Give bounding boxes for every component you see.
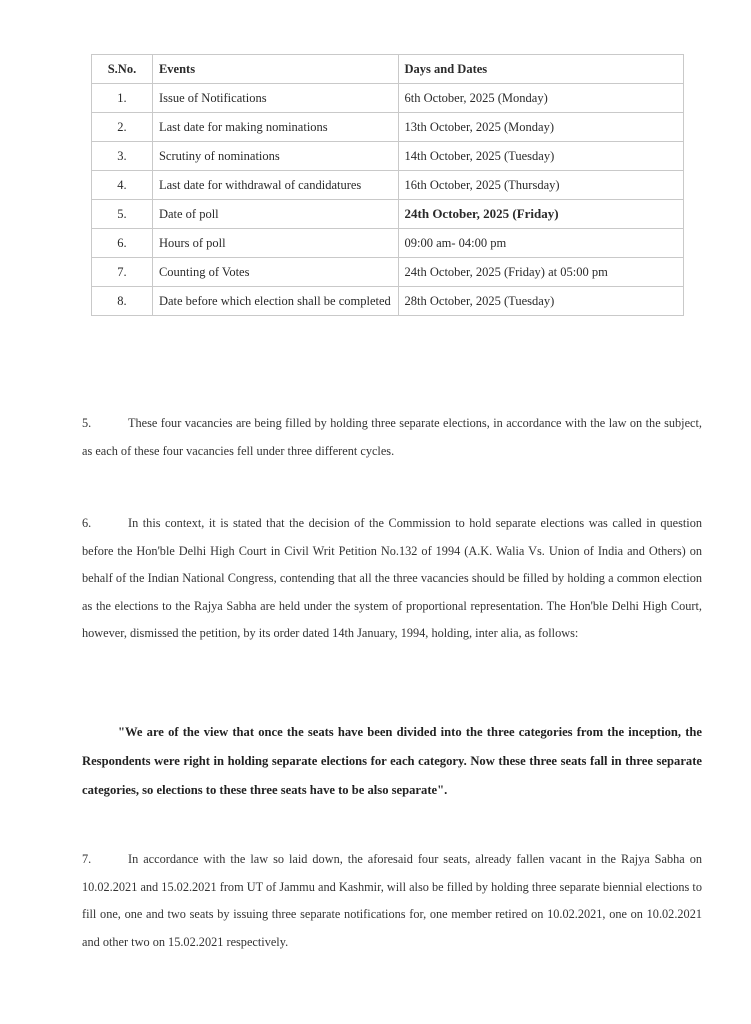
row-event: Hours of poll [152,229,398,258]
row-event: Date of poll [152,200,398,229]
row-sno: 1. [92,84,153,113]
paragraph-number: 7. [82,852,92,866]
row-sno: 6. [92,229,153,258]
row-event: Counting of Votes [152,258,398,287]
row-date: 16th October, 2025 (Thursday) [398,171,683,200]
row-date: 14th October, 2025 (Tuesday) [398,142,683,171]
table-row [92,84,684,113]
row-event: Issue of Notifications [152,84,398,113]
header-sno: S.No. [92,55,153,84]
election-schedule-table [91,54,684,316]
table-row [92,287,684,316]
quote-text: "We are of the view that once the seats have been divided into the three categories from the inception, the Respondents were right in holding separate elections for each category. Now these three seats fall in three separate categories, so elections to these three seats have to be also separate". [82,725,702,797]
row-sno: 2. [92,113,153,142]
row-event: Last date for withdrawal of candidatures [152,171,398,200]
table-row [92,200,684,229]
paragraph-text: In this context, it is stated that the decision of the Commission to hold separate elections was called in question before the Hon'ble Delhi High Court in Civil Writ Petition No.132 of 1994 (A.K. Walia Vs. Union of India and Others) on behalf of the Indian National Congress, contending that all the three vacancies should be filled by holding a common election as the elections to the Rajya Sabha are held under the system of proportional representation. The Hon'ble Delhi High Court, however, dismissed the petition, by its order dated 14th January, 1994, holding, inter alia, as follows: [82,516,702,640]
row-date: 24th October, 2025 (Friday) at 05:00 pm [398,258,683,287]
paragraph-5 [82,410,702,465]
table-row [92,142,684,171]
header-dates: Days and Dates [398,55,683,84]
table-row [92,258,684,287]
table-row [92,171,684,200]
row-event: Date before which election shall be completed [152,287,398,316]
paragraph-text: These four vacancies are being filled by holding three separate elections, in accordance with the law on the subject, as each of these four vacancies fell under three different cycles. [82,416,702,458]
row-sno: 5. [92,200,153,229]
row-event: Last date for making nominations [152,113,398,142]
table-row [92,113,684,142]
row-date: 6th October, 2025 (Monday) [398,84,683,113]
row-date: 24th October, 2025 (Friday) [398,200,683,229]
paragraph-text: In accordance with the law so laid down, the aforesaid four seats, already fallen vacant in the Rajya Sabha on 10.02.2021 and 15.02.2021 from UT of Jammu and Kashmir, will also be filled by holding three separate biennial elections to fill one, one and two seats by issuing three separate notifications for, one member retired on 10.02.2021, one on 10.02.2021 and other two on 15.02.2021 respectively. [82,852,702,949]
row-sno: 7. [92,258,153,287]
row-date: 28th October, 2025 (Tuesday) [398,287,683,316]
table-header-row [92,55,684,84]
paragraph-6 [82,510,702,648]
row-date: 13th October, 2025 (Monday) [398,113,683,142]
header-events: Events [152,55,398,84]
paragraph-number: 5. [82,416,92,430]
paragraph-number: 6. [82,516,92,530]
row-date: 09:00 am- 04:00 pm [398,229,683,258]
paragraph-7 [82,846,702,956]
row-event: Scrutiny of nominations [152,142,398,171]
row-sno: 3. [92,142,153,171]
row-sno: 8. [92,287,153,316]
court-quote [82,718,702,805]
table-row [92,229,684,258]
row-sno: 4. [92,171,153,200]
